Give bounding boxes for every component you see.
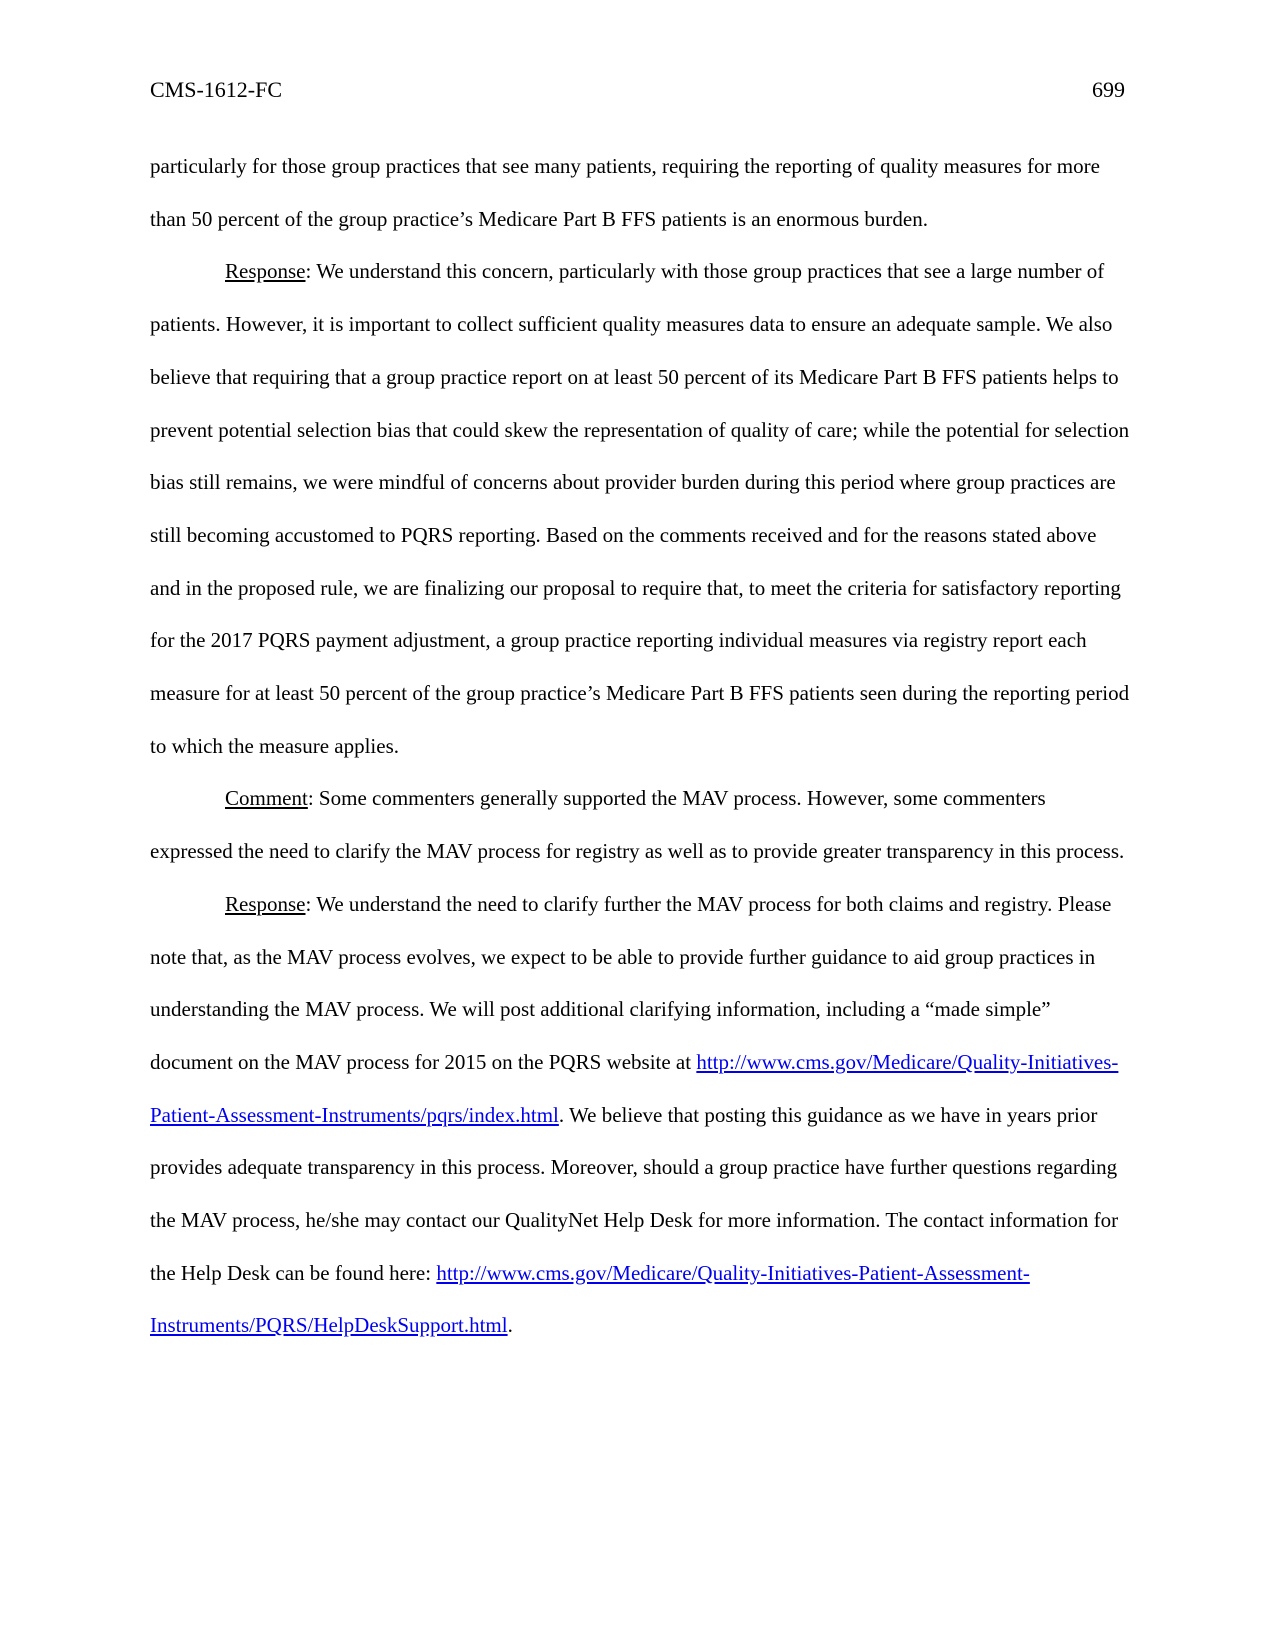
body-text xyxy=(150,140,1130,1352)
response-label: Response xyxy=(225,891,306,916)
document-id: CMS-1612-FC xyxy=(150,77,283,102)
paragraph-text: . xyxy=(507,1313,513,1338)
comment-label: Comment xyxy=(225,786,308,811)
paragraph-text: . We believe that posting this guidance as we have in years prior provides adequate transparency in this process. Moreover, should a group practice have further questions regarding the MAV process, he/she may contact our QualityNet Help Desk for more information. The contact information for the Help Desk can be found here: xyxy=(150,1102,1119,1285)
paragraph-text: : Some commenters generally supported the MAV process. However, some commenters expressed the need to clarify the MAV process for registry as well as to provide greater transparency in this process. xyxy=(150,786,1125,864)
paragraph-text: : We understand this concern, particularly with those group practices that see a large number of patients. However, it is important to collect sufficient quality measures data to ensure an adequate sample. We also believe that requiring that a group practice report on at least 50 percent of its Medicare Part B FFS patients helps to prevent potential selection bias that could skew the representation of quality of care; while the potential for selection bias still remains, we were mindful of concerns about provider burden during this period where group practices are still becoming accustomed to PQRS reporting. Based on the comments received and for the reasons stated above and in the proposed rule, we are finalizing our proposal to require that, to meet the criteria for satisfactory reporting for the 2017 PQRS payment adjustment, a group practice reporting individual measures via registry report each measure for at least 50 percent of the group practice’s Medicare Part B FFS patients seen during the reporting period to which the measure applies. xyxy=(150,259,1130,758)
help-desk-link[interactable]: http://www.cms.gov/Medicare/Quality-Initiatives-Patient-Assessment-Instruments/PQRS/HelpDeskSupport.html xyxy=(150,1260,1030,1338)
response-label: Response xyxy=(225,259,306,284)
paragraph-response-2 xyxy=(150,878,1130,1352)
paragraph-text: : We understand the need to clarify further the MAV process for both claims and registry. Please note that, as the MAV process evolves, we expect to be able to provide further guidance to aid group practices in understanding the MAV process. We will post additional clarifying information, including a “made simple” document on the MAV process for 2015 on the PQRS website at xyxy=(150,891,1112,1074)
page-number: 699 xyxy=(1092,77,1125,102)
paragraph-response-1 xyxy=(150,245,1130,772)
paragraph-text: particularly for those group practices that see many patients, requiring the reporting of quality measures for more than 50 percent of the group practice’s Medicare Part B FFS patients is an enormous burden. xyxy=(150,154,1100,231)
pqrs-website-link[interactable]: http://www.cms.gov/Medicare/Quality-Initiatives-Patient-Assessment-Instruments/pqrs/index.html xyxy=(150,1049,1119,1127)
paragraph-comment xyxy=(150,772,1130,877)
paragraph-continuation xyxy=(150,140,1130,245)
